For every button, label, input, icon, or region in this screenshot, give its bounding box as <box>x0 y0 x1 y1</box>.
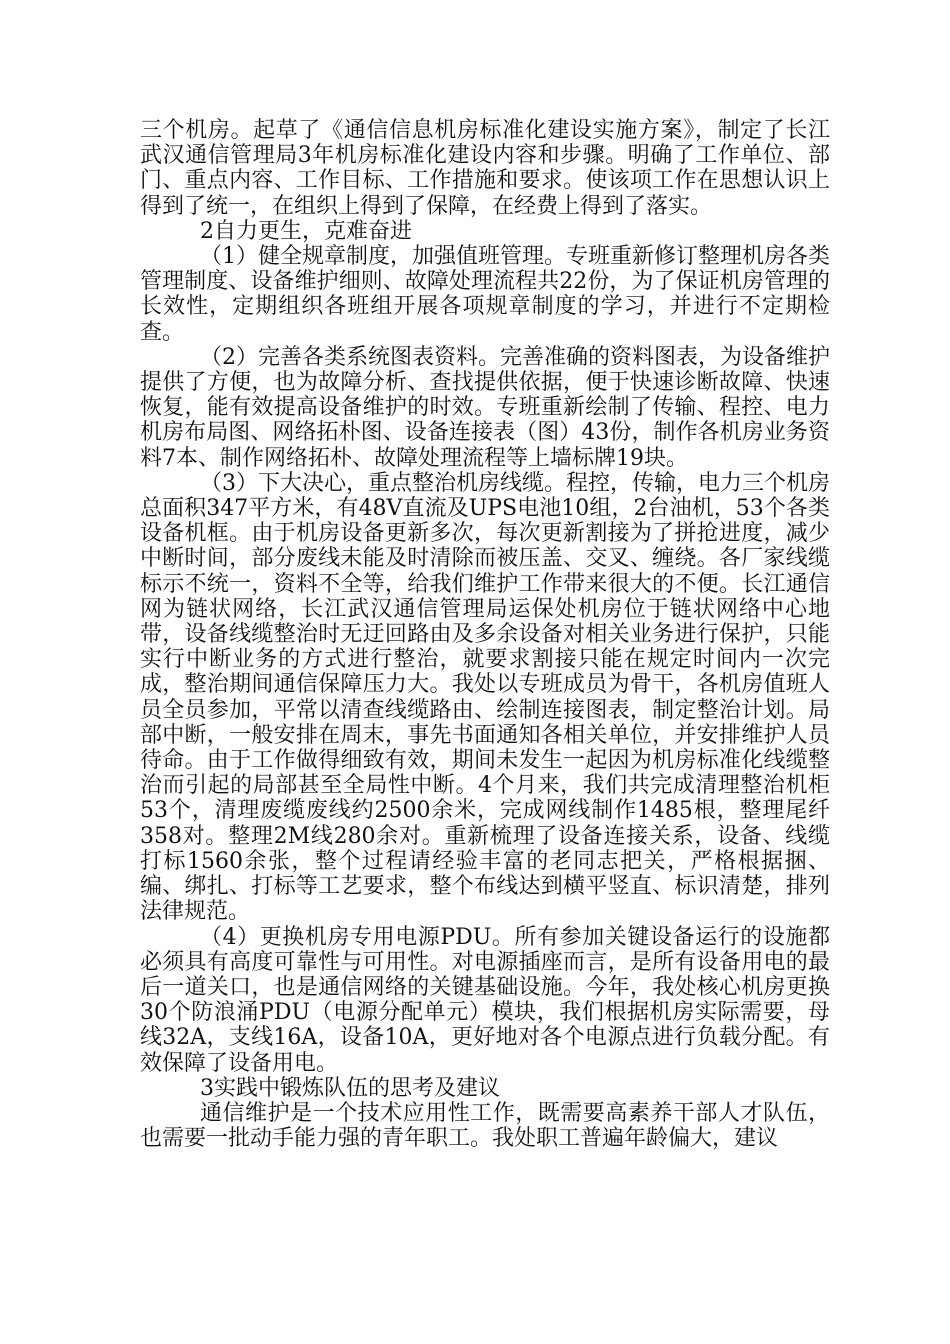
paragraph-item-4: （4）更换机房专用电源PDU。所有参加关键设备运行的设施都必须具有高度可靠性与可用性。对电源插座而言，是所有设备用电的最后一道关口，也是通信网络的关键基础设施。今年，我处核心机房更换30个防浪涌PDU（电源分配单元）模块，我们根据机房实际需要，母线32A，支线16A，设备10A，更好地对各个电源点进行负载分配。有效保障了设备用电。 <box>140 924 830 1076</box>
paragraph-item-2: （2）完善各类系统图表资料。完善准确的资料图表，为设备维护提供了方便，也为故障分析、查找提供依据，便于快速诊断故障、快速恢复，能有效提高设备维护的时效。专班重新绘制了传输、程控、电力机房布局图、网络拓朴图、设备连接表（图）43份，制作各机房业务资料7本、制作网络拓朴、故障处理流程等上墙标牌19块。 <box>140 344 830 471</box>
section-heading-2: 2自力更生，克难奋进 <box>200 218 412 244</box>
paragraph-item-3: （3）下大决心，重点整治机房线缆。程控，传输，电力三个机房总面积347平方米，有48V直流及UPS电池10组，2台油机，53个各类设备机框。由于机房设备更新多次，每次更新割接为了拼抢进度，减少中断时间，部分废线未能及时清除而被压盖、交叉、缠绕。各厂家线缆标示不统一，资料不全等，给我们维护工作带来很大的不便。长江通信网为链状网络，长江武汉通信管理局运保处机房位于链状网络中心地带，设备线缆整治时无迂回路由及多余设备对相关业务进行保护，只能实行中断业务的方式进行整治，就要求割接只能在规定时间内一次完成，整治期间通信保障压力大。我处以专班成员为骨干，各机房值班人员全员参加，平常以清查线缆路由、绘制连接图表，制定整治计划。局部中断，一般安排在周末，事先书面通知各相关单位，并安排维护人员待命。由于工作做得细致有效，期间未发生一起因为机房标准化线缆整治而引起的局部甚至全局性中断。4个月来，我们共完成清理整治机柜53个，清理废缆废线约2500余米，完成网线制作1485根，整理尾纤358对。整理2M线280余对。重新梳理了设备连接关系，设备、线缆打标1560余张，整个过程请经验丰富的老同志把关，严格根据捆、编、绑扎、打标等工艺要求，整个布线达到横平竖直、标识清楚，排列法律规范。 <box>140 470 830 925</box>
document-body <box>140 118 830 1151</box>
paragraph-item-1: （1）健全规章制度，加强值班管理。专班重新修订整理机房各类管理制度、设备维护细则、故障处理流程共22份，为了保证机房管理的长效性，定期组织各班组开展各项规章制度的学习，并进行不定期检查。 <box>140 244 830 345</box>
section-heading-3: 3实践中锻炼队伍的思考及建议 <box>200 1075 500 1101</box>
paragraph-closing: 通信维护是一个技术应用性工作，既需要高素养干部人才队伍，也需要一批动手能力强的青年职工。我处职工普遍年龄偏大，建议 <box>140 1100 830 1152</box>
paragraph-continued: 三个机房。起草了《通信信息机房标准化建设实施方案》，制定了长江武汉通信管理局3年机房标准化建设内容和步骤。明确了工作单位、部门、重点内容、工作目标、工作措施和要求。使该项工作在思想认识上得到了统一，在组织上得到了保障，在经费上得到了落实。 <box>140 118 830 219</box>
